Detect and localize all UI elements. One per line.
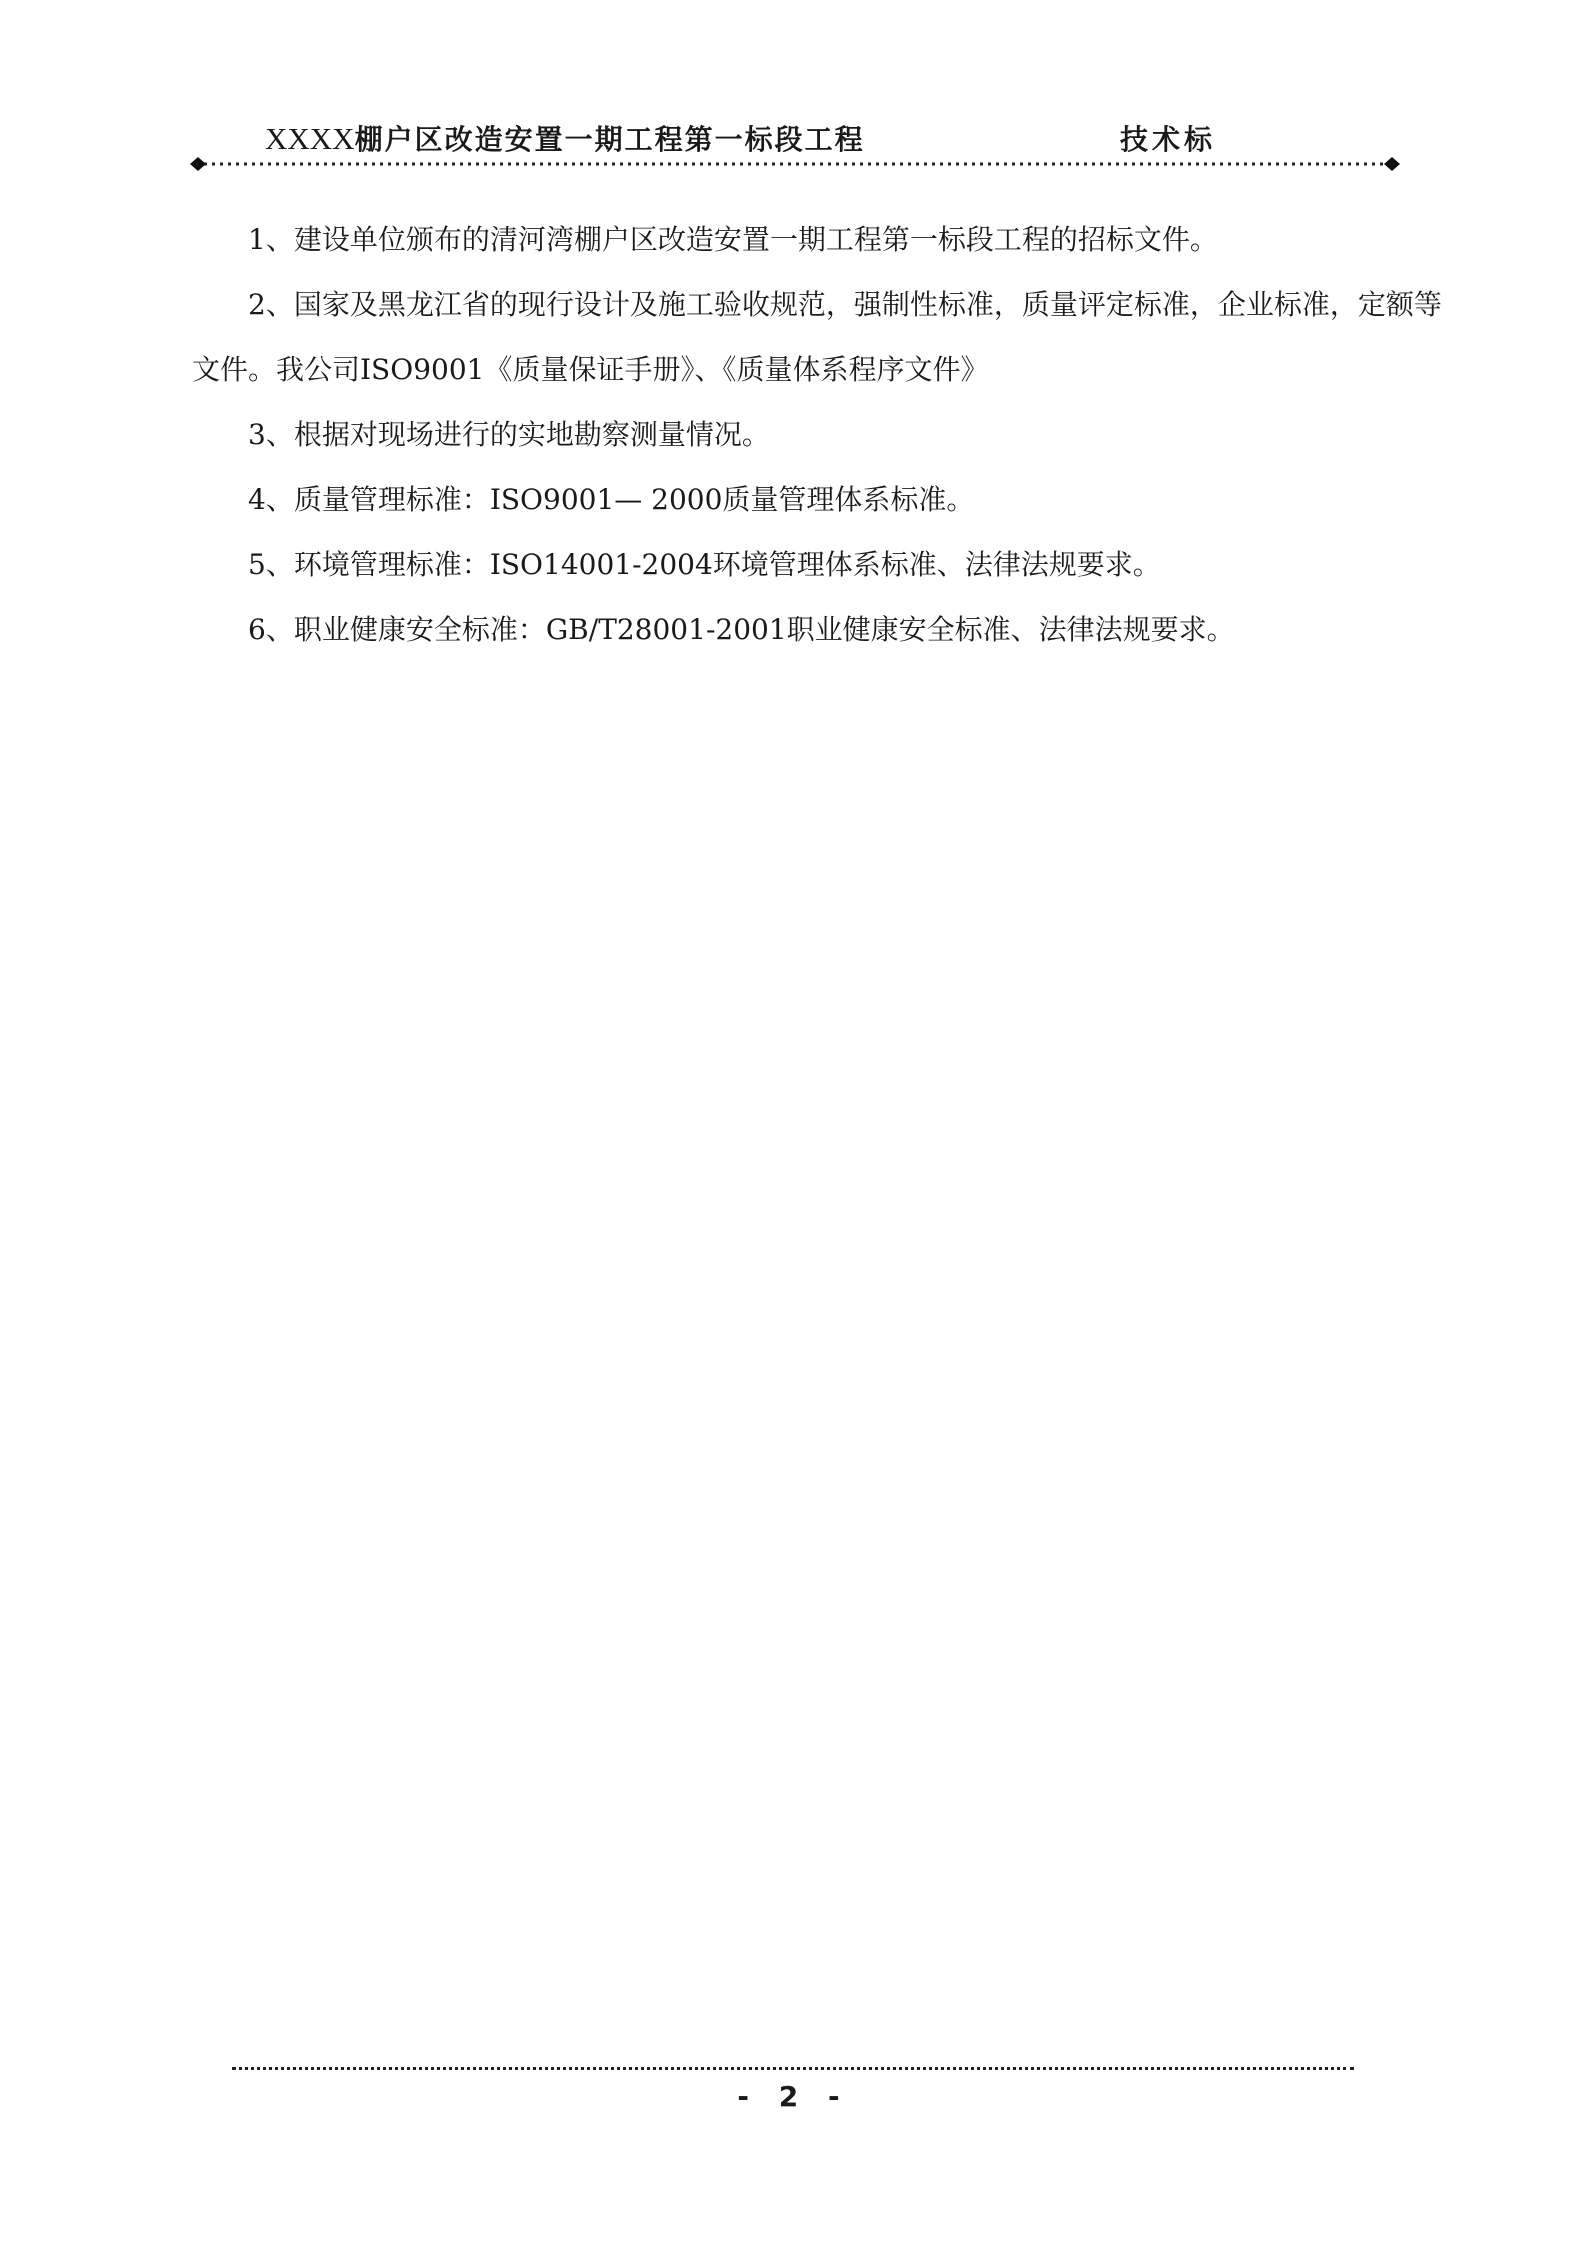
header-tag: 技术标 bbox=[1120, 123, 1217, 156]
paragraph-3: 3、根据对现场进行的实地勘察测量情况。 bbox=[248, 418, 770, 451]
page-number: - 2 - bbox=[737, 2080, 850, 2113]
diamond-left-icon bbox=[190, 157, 206, 171]
diamond-right-icon bbox=[1384, 157, 1400, 171]
header-divider bbox=[190, 154, 1400, 174]
header-title bbox=[265, 118, 865, 158]
header-title-main: 棚户区改造安置一期工程第一标段工程 bbox=[354, 123, 865, 156]
paragraph-5: 5、环境管理标准：ISO14001-2004环境管理体系标准、法律法规要求。 bbox=[248, 548, 1161, 581]
main-content bbox=[192, 207, 1452, 662]
paragraph-2: 2、国家及黑龙江省的现行设计及施工验收规范，强制性标准，质量评定标准，企业标准，定额等文件。我公司ISO9001《质量保证手册》、《质量体系程序文件》 bbox=[192, 288, 1442, 386]
footer-divider bbox=[232, 2067, 1354, 2070]
header-title-prefix: XXXX bbox=[265, 121, 355, 156]
paragraph-4: 4、质量管理标准：ISO9001— 2000质量管理体系标准。 bbox=[248, 483, 975, 516]
paragraph-1: 1、建设单位颁布的清河湾棚户区改造安置一期工程第一标段工程的招标文件。 bbox=[248, 223, 1218, 256]
page-header bbox=[190, 118, 1400, 168]
paragraph-6: 6、职业健康安全标准：GB/T28001-2001职业健康安全标准、法律法规要求。 bbox=[248, 613, 1235, 646]
